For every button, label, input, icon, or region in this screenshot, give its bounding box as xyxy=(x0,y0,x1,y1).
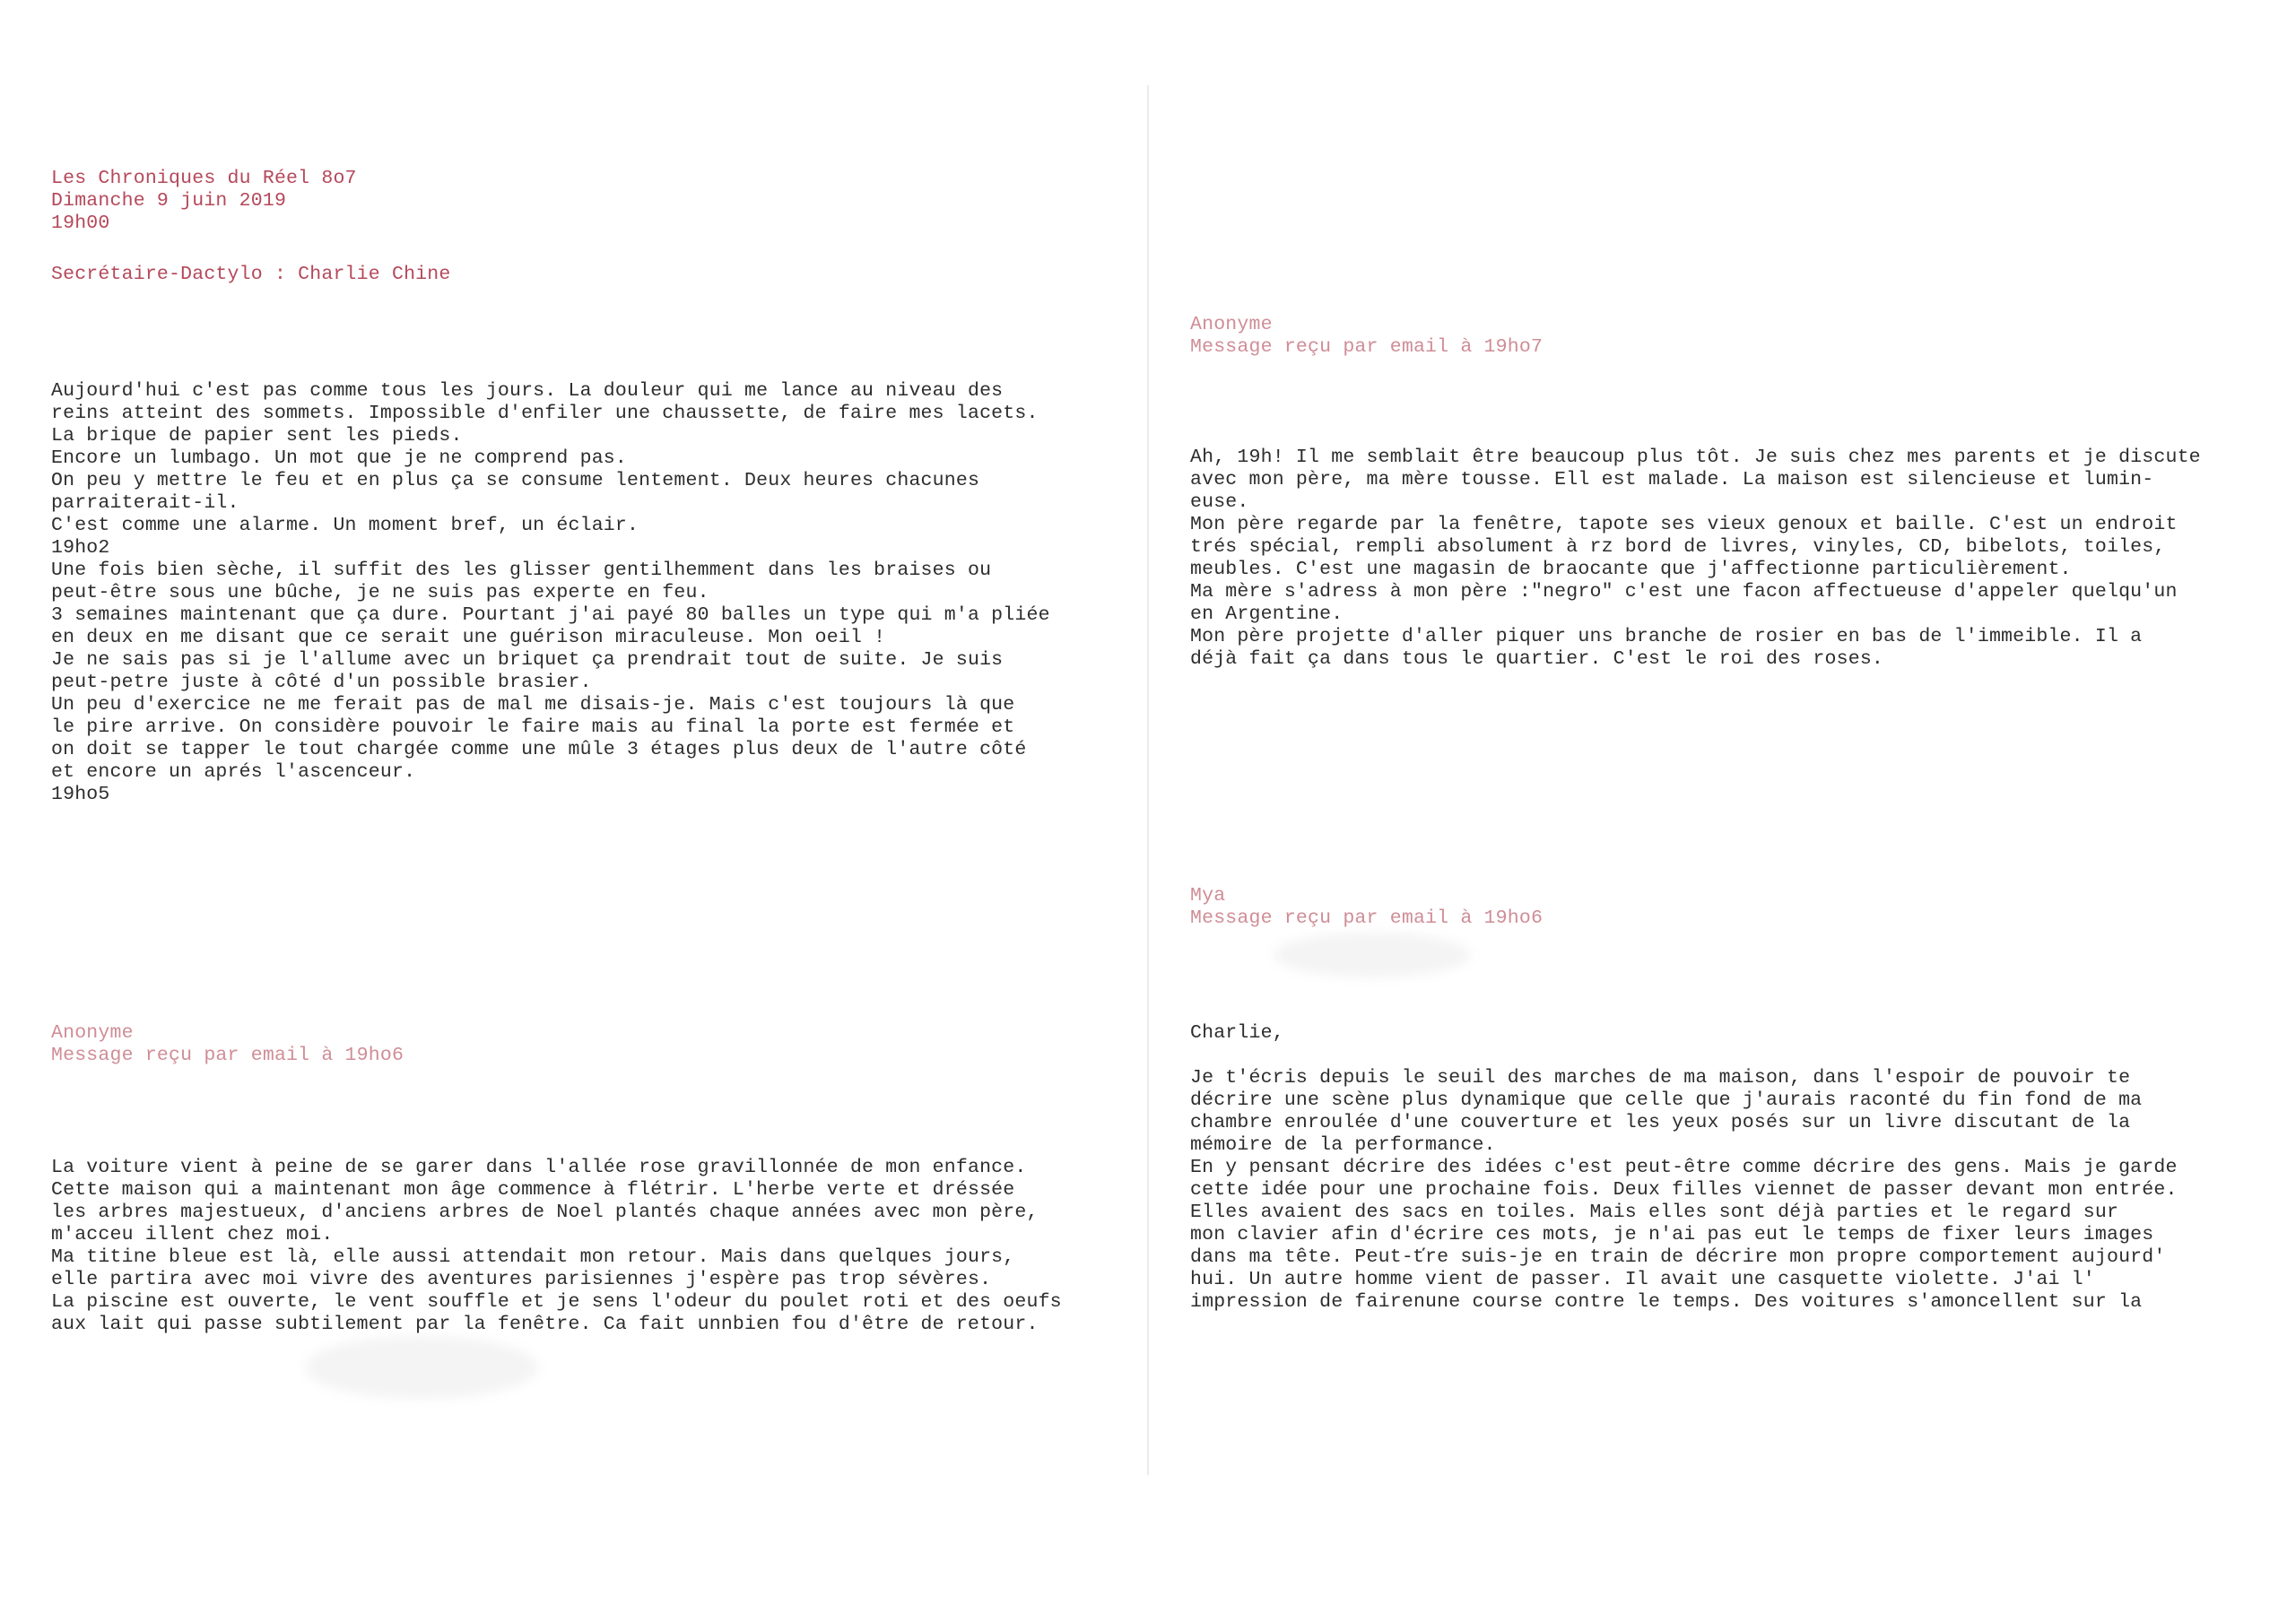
message-sender: Anonyme xyxy=(1190,314,1273,335)
chronicle-time: 19h00 xyxy=(51,213,110,234)
text-line: peut-être sous une bûche, je ne suis pas experte en feu. xyxy=(51,582,709,603)
text-line: avec mon père, ma mère tousse. Ell est malade. La maison est silencieuse et lumin- xyxy=(1190,469,2154,490)
chronicle-body xyxy=(51,380,1050,806)
message-received: Message reçu par email à 19ho6 xyxy=(1190,907,1544,929)
text-line: Je t'écris depuis le seuil des marches de ma maison, dans l'espoir de pouvoir te xyxy=(1190,1067,2131,1089)
text-line: Cette maison qui a maintenant mon âge commence à flétrir. L'herbe verte et dréssée xyxy=(51,1179,1015,1201)
text-line: 3 semaines maintenant que ça dure. Pourtant j'ai payé 80 balles un type qui m'a pliée xyxy=(51,604,1050,626)
text-line: Une fois bien sèche, il suffit des les glisser gentilhemment dans les braises ou xyxy=(51,560,992,581)
message-header-mya xyxy=(1190,885,1543,930)
text-line: on doit se tapper le tout chargée comme une mûle 3 étages plus deux de l'autre côté xyxy=(51,739,1027,760)
message-sender: Mya xyxy=(1190,885,1226,907)
message-received: Message reçu par email à 19ho6 xyxy=(51,1045,404,1066)
text-line: cette idée pour une prochaine fois. Deux filles viennet de passer devant mon entrée. xyxy=(1190,1179,2178,1201)
message-header-anonyme-1 xyxy=(1190,314,1543,359)
text-line: les arbres majestueux, d'anciens arbres de Noel plantés chaque années avec mon père, xyxy=(51,1202,1039,1223)
text-line: euse. xyxy=(1190,491,1249,513)
text-line: La voiture vient à peine de se garer dans l'allée rose gravillonnée de mon enfance. xyxy=(51,1157,1027,1178)
text-line: meubles. C'est une magasin de braocante que j'affectionne particulièrement. xyxy=(1190,559,2072,580)
message-body-anonyme-2 xyxy=(51,1157,1062,1336)
text-line: aux lait qui passe subtilement par la fenêtre. Ca fait unnbien fou d'être de retour. xyxy=(51,1314,1039,1335)
text-line: Je ne sais pas si je l'allume avec un briquet ça prendrait tout de suite. Je suis xyxy=(51,649,1004,671)
text-line: parraiterait-il. xyxy=(51,492,239,514)
text-line: Encore un lumbago. Un mot que je ne comprend pas. xyxy=(51,447,628,469)
text-line: Ma mère s'adress à mon père :"negro" c'est une facon affectueuse d'appeler quelqu'un xyxy=(1190,581,2178,603)
text-line: Aujourd'hui c'est pas comme tous les jours. La douleur qui me lance au niveau des xyxy=(51,380,1004,402)
text-line: hui. Un autre homme vient de passer. Il avait une casquette violette. J'ai l' xyxy=(1190,1269,2095,1290)
chronicle-header xyxy=(51,168,357,235)
text-line: décrire une scène plus dynamique que celle que j'aurais raconté du fin fond de ma xyxy=(1190,1089,2143,1111)
text-line: mon clavier afin d'écrire ces mots, je n'ai pas eut le temps de fixer leurs images xyxy=(1190,1224,2154,1245)
text-line: mémoire de la performance. xyxy=(1190,1134,1496,1156)
text-line: et encore un aprés l'ascenceur. xyxy=(51,761,416,783)
text-line: 19ho5 xyxy=(51,784,110,805)
text-line: en Argentine. xyxy=(1190,603,1344,625)
text-line: dans ma tête. Peut-ťre suis-je en train de décrire mon propre comportement aujourd' xyxy=(1190,1246,2166,1268)
text-line: déjà fait ça dans tous le quartier. C'est le roi des roses. xyxy=(1190,648,1884,670)
secretary-line: Secrétaire-Dactylo : Charlie Chine xyxy=(51,264,451,285)
message-received: Message reçu par email à 19ho7 xyxy=(1190,336,1544,358)
text-line: le pire arrive. On considère pouvoir le faire mais au final la porte est fermée et xyxy=(51,716,1015,738)
message-body-mya xyxy=(1190,1022,2178,1314)
message-header-anonyme-2 xyxy=(51,1022,404,1067)
chronicle-title: Les Chroniques du Réel 8o7 xyxy=(51,168,357,189)
text-line: trés spécial, rempli absolument à rz bord de livres, vinyles, CD, bibelots, toiles, xyxy=(1190,536,2166,558)
text-line: On peu y mettre le feu et en plus ça se consume lentement. Deux heures chacunes xyxy=(51,470,980,491)
text-line: reins atteint des sommets. Impossible d'enfiler une chaussette, de faire mes lacets. xyxy=(51,403,1039,424)
text-line: Ma titine bleue est là, elle aussi attendait mon retour. Mais dans quelques jours, xyxy=(51,1246,1015,1268)
text-line: En y pensant décrire des idées c'est peut-être comme décrire des gens. Mais je garde xyxy=(1190,1157,2178,1178)
page-divider xyxy=(1147,85,1149,1475)
text-line: impression de fairenune course contre le temps. Des voitures s'amoncellent sur la xyxy=(1190,1291,2143,1313)
text-line: Ah, 19h! Il me semblait être beaucoup plus tôt. Je suis chez mes parents et je discute xyxy=(1190,447,2201,468)
text-line: La piscine est ouverte, le vent souffle et je sens l'odeur du poulet roti et des oeufs xyxy=(51,1291,1062,1313)
text-line: Mon père regarde par la fenêtre, tapote ses vieux genoux et baille. C'est un endroit xyxy=(1190,514,2178,535)
text-line: elle partira avec moi vivre des aventures parisiennes j'espère pas trop sévères. xyxy=(51,1269,992,1290)
text-line: La brique de papier sent les pieds. xyxy=(51,425,463,447)
text-line: Charlie, xyxy=(1190,1022,1284,1044)
text-line xyxy=(1190,1045,2178,1067)
paper-smudge xyxy=(1274,933,1471,977)
text-line: peut-petre juste à côté d'un possible brasier. xyxy=(51,672,592,693)
message-sender: Anonyme xyxy=(51,1022,134,1044)
chronicle-date: Dimanche 9 juin 2019 xyxy=(51,190,287,212)
text-line: Un peu d'exercice ne me ferait pas de mal me disais-je. Mais c'est toujours là que xyxy=(51,694,1015,716)
text-line: Elles avaient des sacs en toiles. Mais elles sont déjà parties et le regard sur xyxy=(1190,1202,2119,1223)
message-body-anonyme-1 xyxy=(1190,447,2201,671)
text-line: 19ho2 xyxy=(51,537,110,559)
text-line: C'est comme une alarme. Un moment bref, un éclair. xyxy=(51,515,639,536)
text-line: Mon père projette d'aller piquer uns branche de rosier en bas de l'immeible. Il a xyxy=(1190,626,2143,647)
paper-smudge xyxy=(305,1336,538,1399)
text-line: en deux en me disant que ce serait une guérison miraculeuse. Mon oeil ! xyxy=(51,627,886,648)
text-line: chambre enroulée d'une couverture et les yeux posés sur un livre discutant de la xyxy=(1190,1112,2131,1133)
right-page xyxy=(1148,0,2296,1623)
text-line: m'acceu illent chez moi. xyxy=(51,1224,334,1245)
